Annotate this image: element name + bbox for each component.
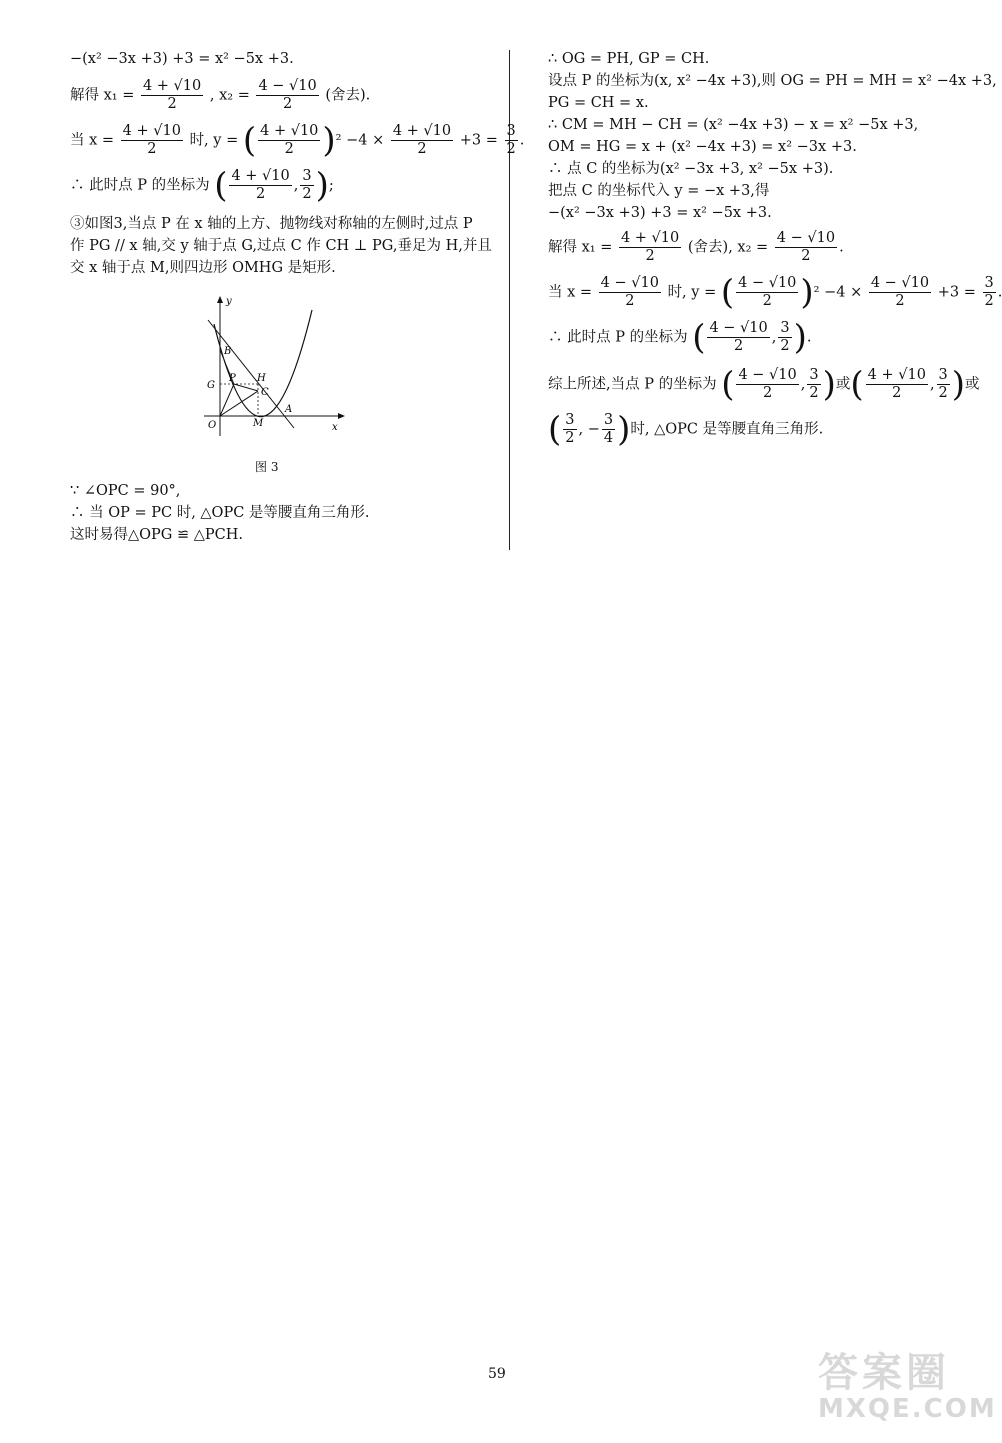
eq-line: −(x² −3x +3) +3 = x² −5x +3.	[70, 51, 294, 67]
x-axis-arrow	[338, 413, 345, 419]
figure-caption: 图 3	[255, 460, 279, 474]
fraction: $\frac{4 + √10}{2}$	[620, 230, 680, 264]
fraction: $\frac{4 + √10}{2}$	[122, 123, 181, 157]
text: 当 x =	[70, 132, 115, 149]
fraction: $\frac{3}{2}$	[780, 320, 790, 354]
text: ² −4 ×	[335, 132, 385, 149]
eq-line: OM = HG = x + (x² −4x +3) = x² −3x +3.	[548, 139, 857, 155]
point-line: ∴ 此时点 P 的坐标为 ( $\frac{4 - √10}{2}$ , $\frac{3}{2}$ ).	[548, 317, 812, 358]
fraction: $\frac{4 - √10}{2}$	[709, 320, 768, 354]
fraction: $\frac{4 - √10}{2}$	[870, 275, 930, 309]
y-axis-arrow	[217, 296, 223, 303]
label-o: O	[208, 420, 217, 431]
label-h: H	[257, 373, 266, 384]
because-line: ∵ ∠OPC = 90°,	[70, 483, 181, 499]
eq-line: 把点 C 的坐标代入 y = −x +3,得	[548, 183, 770, 199]
fraction: $\frac{4 + √10}{2}$	[231, 168, 290, 202]
fraction: $\frac{3}{2}$	[984, 275, 994, 309]
point-line: ∴ 此时点 P 的坐标为 ( $\frac{4 + √10}{2}$ , $\frac{3}{2}$ );	[70, 165, 334, 206]
fraction: $\frac{4 - √10}{2}$	[776, 230, 836, 264]
parabola	[214, 310, 312, 417]
paragraph-line: 作 PG // x 轴,交 y 轴于点 G,过点 C 作 CH ⊥ PG,垂足为 H,并且	[70, 238, 492, 254]
text: 解得 x₁ =	[70, 87, 135, 104]
eq-line: ∴ OG = PH, GP = CH.	[548, 51, 710, 67]
paragraph-line: ③如图3,当点 P 在 x 轴的上方、抛物线对称轴的左侧时,过点 P	[70, 216, 473, 232]
text: +3 =	[459, 132, 498, 149]
label-c: C	[261, 387, 269, 398]
fraction: $\frac{4 - √10}{2}$	[738, 275, 797, 309]
eq-line: ∴ 点 C 的坐标为(x² −3x +3, x² −5x +3).	[548, 161, 834, 177]
left-column-bottom	[70, 480, 500, 546]
fraction: $\frac{3}{2}$	[302, 168, 312, 202]
summary-line-2: ( $\frac{3}{2}$ , − $\frac{3}{4}$ )时, △OPC 是等腰直角三角形.	[548, 409, 824, 450]
text: 时, y =	[189, 132, 239, 149]
label-y: y	[226, 296, 232, 307]
compute-line: 当 x = $\frac{4 - √10}{2}$ 时, y = ( $\frac{4 - √10}{2}$ )² −4 × $\frac{4 - √10}{2}$ +3 = $\frac{3}{2}$ .	[548, 272, 1002, 313]
solve-line: 解得 x₁ = $\frac{4 + √10}{2}$ (舍去), x₂ = $\frac{4 - √10}{2}$ .	[548, 230, 844, 264]
text: ∴ 此时点 P 的坐标为	[70, 177, 210, 194]
fraction: $\frac{3}{2}$	[506, 123, 516, 157]
paragraph-line: 交 x 轴于点 M,则四边形 OMHG 是矩形.	[70, 260, 336, 276]
solve-line	[70, 78, 500, 113]
eq-line: PG = CH = x.	[548, 95, 649, 111]
eq-line: −(x² −3x +3) +3 = x² −5x +3.	[548, 205, 772, 221]
fraction: $\frac{4 - √10}{2}$	[258, 78, 317, 112]
compute-line: 当 x = $\frac{4 + √10}{2}$ 时, y = ( $\frac{4 + √10}{2}$ )² −4 × $\frac{4 + √10}{2}$ +3 = $\frac{3}{2}$ .	[70, 120, 525, 161]
left-column	[70, 48, 525, 279]
label-a: A	[285, 404, 293, 415]
page-number: 59	[488, 1366, 506, 1382]
therefore-line: ∴ 当 OP = PC 时, △OPC 是等腰直角三角形.	[70, 505, 370, 521]
fraction: $\frac{4 - √10}{2}$	[600, 275, 659, 309]
text: , x₂ =	[209, 87, 250, 104]
fraction: $\frac{4 + √10}{2}$	[260, 123, 319, 157]
label-m: M	[253, 418, 264, 429]
label-g: G	[207, 380, 215, 391]
right-column	[548, 48, 1002, 450]
eq-line: ∴ CM = MH − CH = (x² −4x +3) − x = x² −5x +3,	[548, 117, 919, 133]
congruent-line: 这时易得△OPG ≌ △PCH.	[70, 527, 244, 543]
figure-3-graph	[200, 296, 350, 446]
fraction: $\frac{4 + √10}{2}$	[142, 78, 202, 112]
line-ab	[208, 320, 294, 428]
text: (舍去).	[325, 87, 371, 104]
label-b: B	[224, 346, 232, 357]
watermark-logo: 答案圈 MXQE.COM	[818, 1350, 997, 1424]
fraction: $\frac{4 + √10}{2}$	[392, 123, 452, 157]
summary-line: 综上所述,当点 P 的坐标为 ( $\frac{4 - √10}{2}$ , $\frac{3}{2}$ )或( $\frac{4 + √10}{2}$ , $\frac{3}{2}$ )或	[548, 364, 980, 405]
label-p: P	[229, 373, 236, 384]
eq-line: 设点 P 的坐标为(x, x² −4x +3),则 OG = PH = MH = x² −4x +3,	[548, 73, 997, 89]
label-x: x	[332, 422, 338, 433]
